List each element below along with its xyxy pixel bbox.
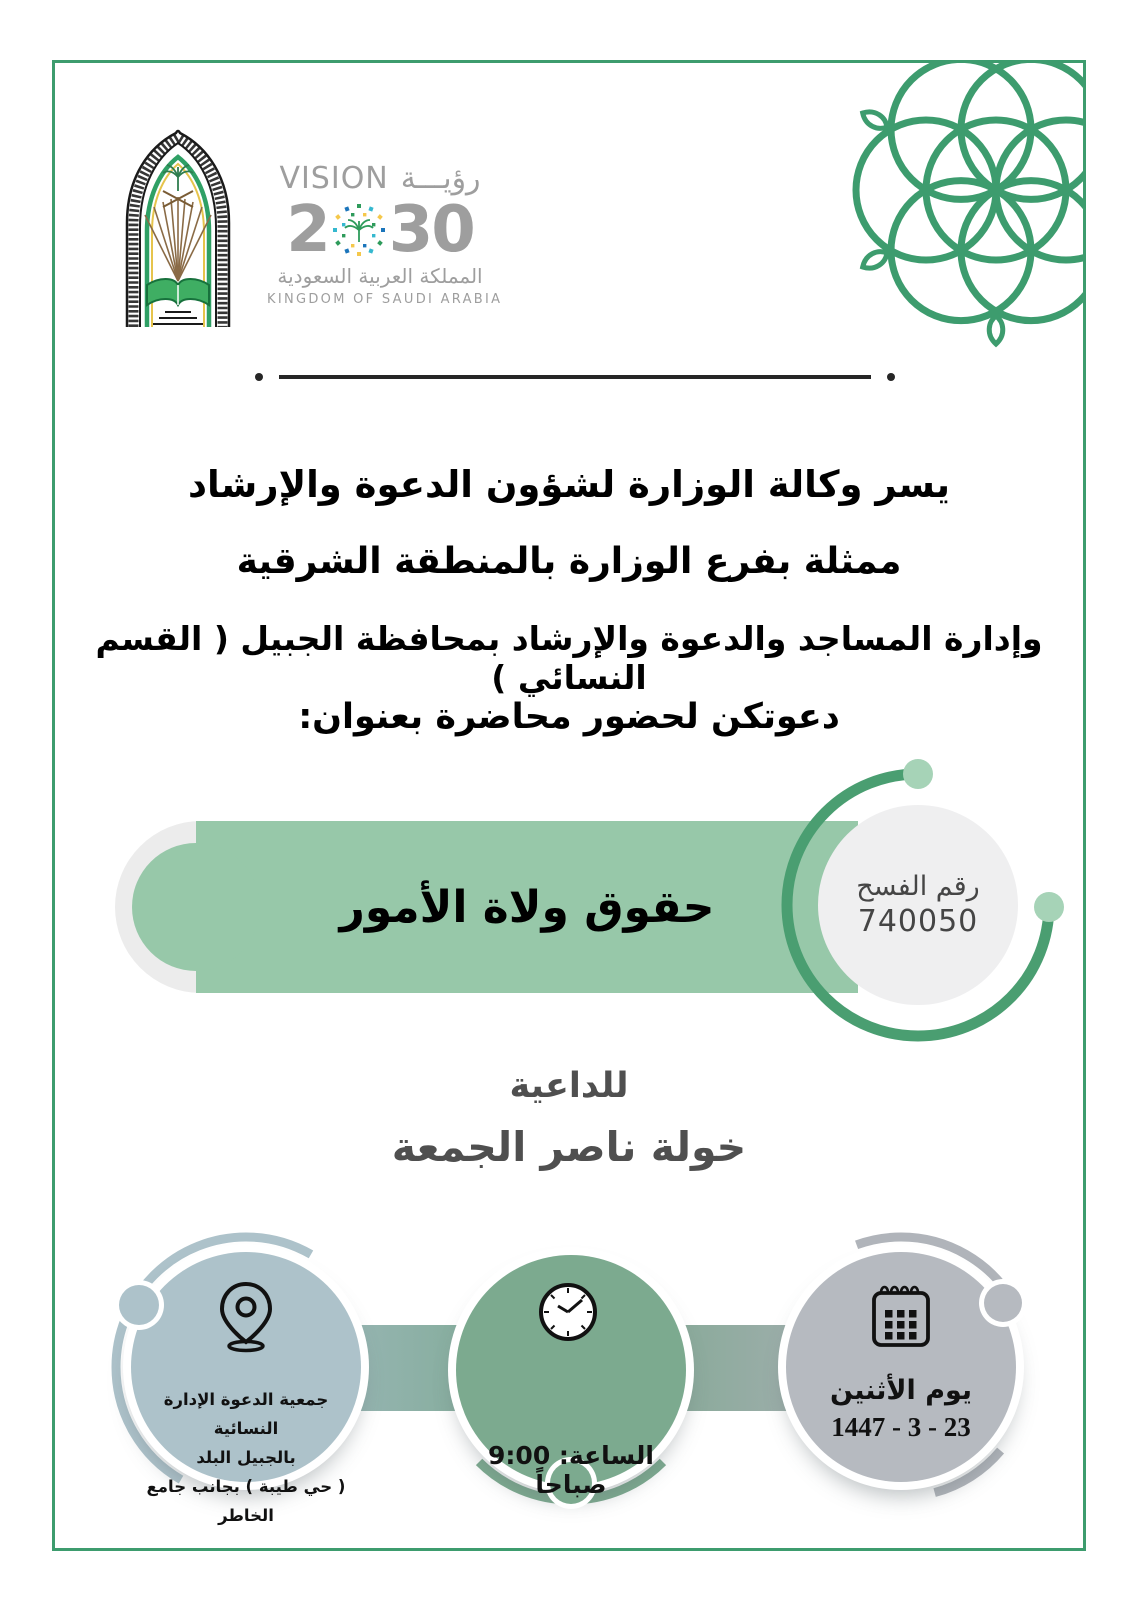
date-satellite-dot (984, 1284, 1022, 1322)
intro-line-2: ممثلة بفرع الوزارة بالمنطقة الشرقية (236, 541, 902, 582)
lecture-title: حقوق ولاة الأمور (339, 881, 715, 933)
location-line-3: ( حي طيبة ) بجانب جامع الخاطر (146, 1477, 346, 1525)
divider-dot-left (255, 373, 263, 381)
permit-label: رقم الفسح (856, 871, 980, 902)
islamic-pattern-ornament-icon (824, 60, 1086, 402)
clock-icon (537, 1281, 599, 1343)
location-line-1: جمعية الدعوة الإدارة النسائية (163, 1390, 329, 1438)
poster-frame (52, 60, 1086, 1551)
permit-dot-top (903, 759, 933, 789)
vision-year-30: 30 (388, 193, 474, 267)
location-pin-icon (213, 1279, 279, 1355)
location-line-2: بالجبيل البلد (196, 1448, 296, 1467)
divider-dot-right (887, 373, 895, 381)
permit-text (818, 805, 1018, 1005)
vision-year-2: 2 (286, 193, 329, 267)
calendar-icon (867, 1277, 935, 1353)
vision-country-ar: المملكة العربية السعودية (277, 264, 483, 288)
location-satellite-dot (119, 1285, 159, 1325)
vision-en: VISION (279, 161, 389, 196)
intro-line-4: دعوتكن لحضور محاضرة بعنوان: (298, 697, 840, 737)
location-text (136, 1385, 356, 1530)
vision-emblem-icon (331, 202, 387, 258)
vision-country-en: KINGDOM OF SAUDI ARABIA (267, 292, 503, 307)
date-day: يوم الأثنين (829, 1375, 973, 1406)
vision-2030-logo (267, 161, 503, 307)
date-text (791, 1375, 1011, 1443)
vision-ar: رؤيـــة (400, 161, 481, 196)
preacher-label: للداعية (509, 1066, 629, 1106)
divider (255, 373, 895, 381)
intro-line-1: يسر وكالة الوزارة لشؤون الدعوة والإرشاد (188, 463, 950, 506)
time-text: الساعة: 9:00 صباحاً (488, 1441, 654, 1499)
divider-line (279, 375, 871, 379)
ministry-emblem-icon (97, 119, 259, 331)
permit-number: 740050 (857, 904, 979, 939)
vision-wordmark (267, 161, 493, 196)
date-value: 23 - 3 - 1447 (831, 1412, 971, 1442)
vision-year (267, 193, 493, 267)
permit-dot-right (1034, 892, 1064, 922)
intro-line-3: وإدارة المساجد والدعوة والإرشاد بمحافظة الجبيل ( القسم النسائي ) (95, 619, 1043, 697)
preacher-name: خولة ناصر الجمعة (391, 1123, 747, 1171)
